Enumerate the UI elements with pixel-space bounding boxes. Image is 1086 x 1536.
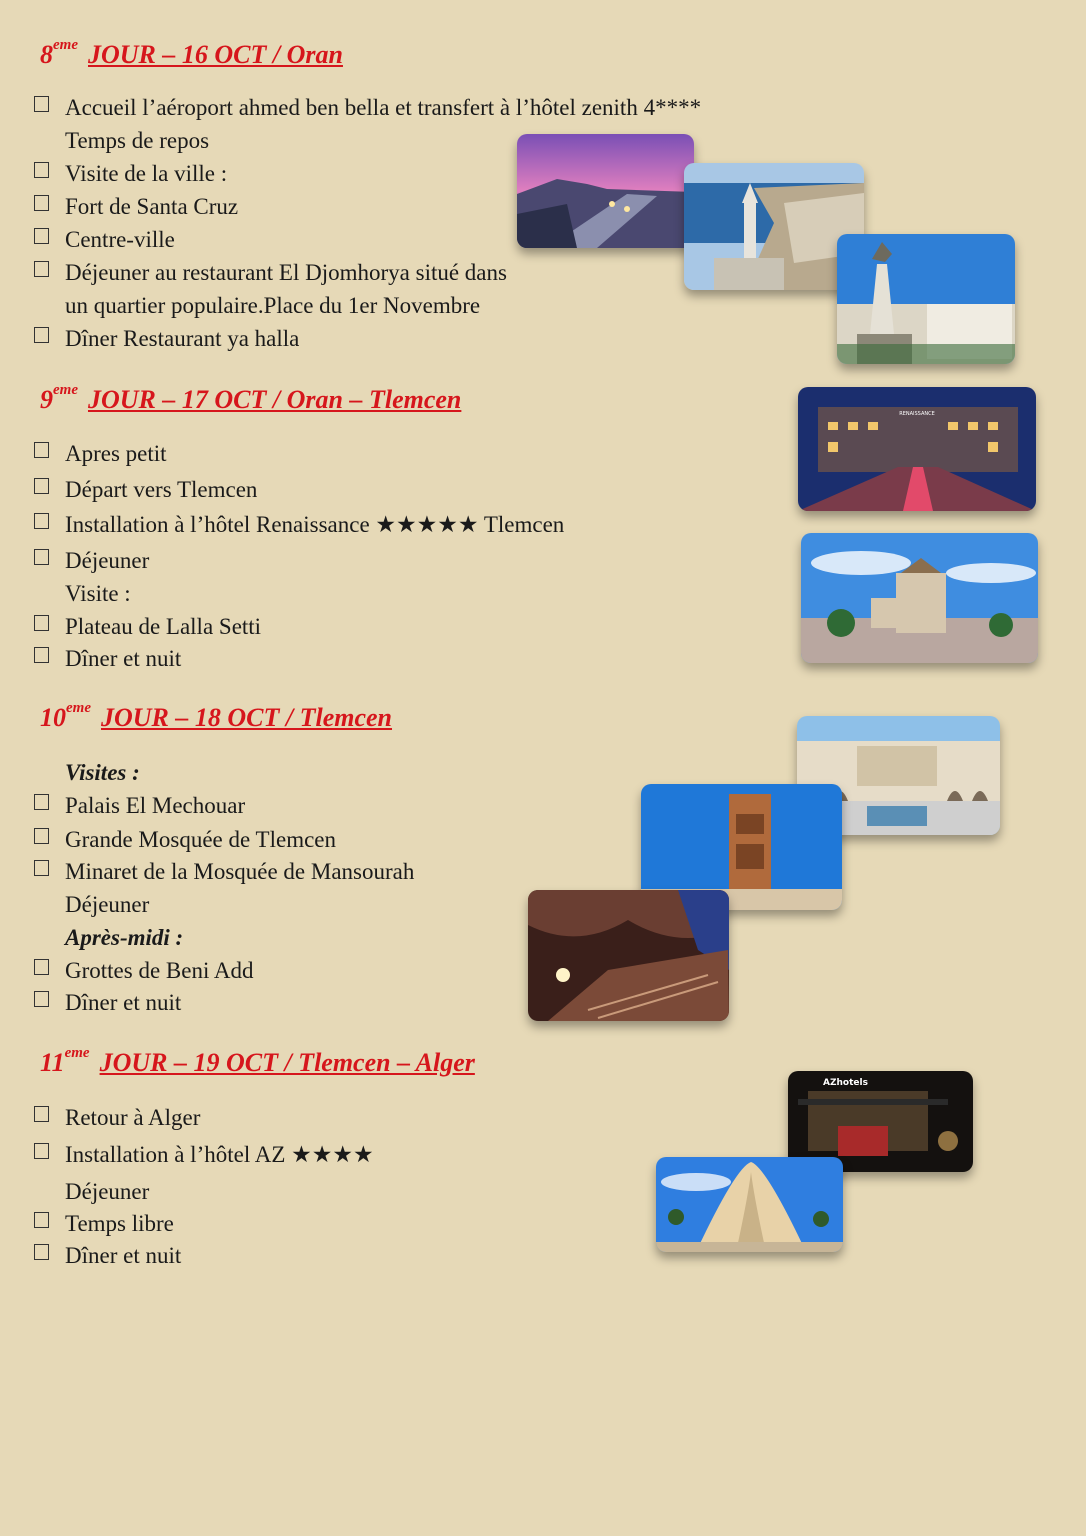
itinerary-item: Déjeuner [65, 892, 150, 917]
checkbox-icon [34, 228, 49, 244]
itinerary-item: Grande Mosquée de Tlemcen [65, 826, 336, 854]
checkbox-icon [34, 794, 49, 810]
itinerary-item: Déjeuner [65, 1179, 150, 1204]
checkbox-icon [34, 162, 49, 178]
itinerary-item: Accueil l’aéroport ahmed ben bella et transfert à l’hôtel zenith 4**** [65, 94, 701, 122]
lalla-setti-photo [801, 533, 1038, 663]
checkbox-icon [34, 327, 49, 343]
day-title: JOUR – 17 OCT / Oran – Tlemcen [87, 385, 462, 414]
itinerary-subheading: Après-midi : [65, 925, 184, 950]
day-8-heading [40, 37, 343, 70]
checkbox-icon [34, 442, 49, 458]
day-number: 11 [40, 1048, 65, 1077]
checkbox-icon [34, 1106, 49, 1122]
day-9-heading [40, 382, 462, 415]
checkbox-icon [34, 615, 49, 631]
itinerary-item: Palais El Mechouar [65, 792, 245, 820]
day-suffix: eme [53, 37, 78, 54]
itinerary-item: Départ vers Tlemcen [65, 476, 257, 504]
day-suffix: eme [53, 382, 78, 399]
itinerary-item: Minaret de la Mosquée de Mansourah [65, 858, 414, 886]
checkbox-icon [34, 828, 49, 844]
checkbox-icon [34, 647, 49, 663]
itinerary-item: Dîner et nuit [65, 645, 181, 673]
checkbox-icon [34, 513, 49, 529]
checkbox-icon [34, 1244, 49, 1260]
itinerary-item: Grottes de Beni Add [65, 957, 253, 985]
itinerary-item: Déjeuner [65, 547, 149, 575]
itinerary-item: Fort de Santa Cruz [65, 193, 238, 221]
day-number: 10 [40, 703, 66, 732]
checkbox-icon [34, 860, 49, 876]
day-title: JOUR – 19 OCT / Tlemcen – Alger [99, 1048, 475, 1077]
oran-monument-photo [837, 234, 1015, 364]
checkbox-icon [34, 1212, 49, 1228]
day-title: JOUR – 16 OCT / Oran [87, 40, 343, 69]
day-suffix: eme [64, 1045, 90, 1062]
day-10-section [40, 700, 393, 733]
checkbox-icon [34, 195, 49, 211]
checkbox-icon [34, 261, 49, 277]
martyrs-memorial-photo [656, 1157, 843, 1252]
itinerary-item: Temps libre [65, 1210, 174, 1238]
beni-add-caves-photo [528, 890, 729, 1021]
itinerary-item: un quartier populaire.Place du 1er Novembre [65, 293, 481, 318]
day-title: JOUR – 18 OCT / Tlemcen [100, 703, 393, 732]
renaissance-logo: RENAISSANCE [899, 411, 935, 417]
day-9-section [40, 382, 462, 415]
checkbox-icon [34, 549, 49, 565]
itinerary-item: Déjeuner au restaurant El Djomhorya situé dans [65, 259, 507, 287]
day-number: 9 [40, 385, 53, 414]
itinerary-item: Plateau de Lalla Setti [65, 613, 261, 641]
itinerary-item: Visite de la ville : [65, 160, 227, 188]
itinerary-item: Installation à l’hôtel Renaissance ★★★★★ Tlemcen [65, 511, 564, 539]
oran-promenade-photo [517, 134, 694, 248]
itinerary-item: Centre-ville [65, 226, 175, 254]
itinerary-subheading: Visites : [65, 760, 140, 785]
day-number: 8 [40, 40, 53, 69]
checkbox-icon [34, 959, 49, 975]
itinerary-item: Visite : [65, 581, 131, 606]
itinerary-item: Dîner et nuit [65, 989, 181, 1017]
itinerary-item: Retour à Alger [65, 1104, 200, 1132]
day-suffix: eme [66, 700, 91, 717]
renaissance-hotel-photo [798, 387, 1036, 511]
az-hotels-logo: AZhotels [823, 1078, 868, 1088]
checkbox-icon [34, 96, 49, 112]
itinerary-item: Temps de repos [65, 128, 210, 153]
checkbox-icon [34, 1143, 49, 1159]
itinerary-item: Apres petit [65, 440, 167, 468]
day-10-heading [40, 700, 393, 733]
itinerary-item: Dîner et nuit [65, 1242, 181, 1270]
checkbox-icon [34, 991, 49, 1007]
day-8-section [40, 37, 343, 70]
itinerary-item: Installation à l’hôtel AZ ★★★★ [65, 1141, 374, 1169]
itinerary-item: Dîner Restaurant ya halla [65, 325, 299, 353]
checkbox-icon [34, 478, 49, 494]
day-11-section [40, 1045, 475, 1078]
day-11-heading [40, 1045, 475, 1078]
